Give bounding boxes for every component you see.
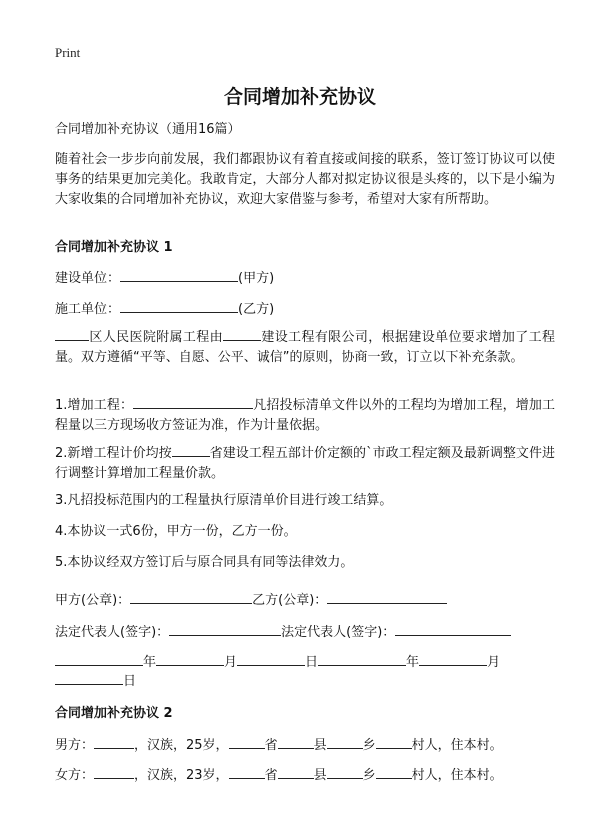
page-title: 合同增加补充协议	[223, 86, 376, 108]
item-4: 4.本协议一式6份，甲方一份，乙方一份。	[55, 524, 297, 539]
item-2	[55, 441, 555, 484]
rep-a-blank[interactable]	[169, 620, 281, 636]
intro-paragraph: 随着社会一步步向前发展，我们都跟协议有着直接或间接的联系，签订签订协议可以使事务的结果更加完美化。我敢肯定，大部分人都对拟定协议很是头疼的，以下是小编为大家收集的合同增加补充协议，欢迎大家借鉴与参考，希望对大家有所帮助。	[55, 152, 555, 207]
item-5: 5.本协议经双方签订后与原合同具有同等法律效力。	[55, 555, 354, 570]
woman-township-label: 乡	[362, 768, 376, 783]
party-a-seal-label: 甲方(公章)：	[55, 593, 131, 608]
item-2-a: 2.新增工程计价均按	[55, 446, 172, 461]
builder-blank[interactable]	[120, 266, 238, 282]
man-village-label: 村人，住本村。	[411, 738, 503, 753]
item-1-a: 1.增加工程：	[55, 398, 134, 413]
item-2-b: 省建设工程五部计价定额的`市政工程定额及最新调整文件进行调整计算增加工程量价款。	[55, 446, 555, 481]
man-township-blank[interactable]	[327, 733, 363, 749]
man-township-label: 乡	[362, 738, 376, 753]
woman-county-label: 县	[313, 768, 327, 783]
year-a-label: 年	[143, 655, 157, 670]
woman-township-blank[interactable]	[327, 763, 363, 779]
man-line	[55, 733, 503, 756]
seal-line	[55, 588, 447, 611]
woman-village-label: 村人，住本村。	[411, 768, 503, 783]
year-a-blank[interactable]	[55, 650, 143, 666]
contractor-party: (乙方)	[238, 302, 275, 317]
rep-b-label: 法定代表人(签字)：	[281, 625, 396, 640]
woman-info: ，汉族，23岁，	[134, 768, 229, 783]
month-a-blank[interactable]	[156, 650, 224, 666]
item-3: 3.凡招投标范围内的工程量执行原清单价目进行竣工结算。	[55, 493, 393, 508]
month-b-label: 月	[487, 655, 501, 670]
woman-village-blank[interactable]	[376, 763, 412, 779]
woman-label: 女方：	[55, 768, 95, 783]
item-1-b: 凡招投标清单文件以外的工程均为增加工程，增加工程量以三方现场收方签证为准，作为计量依据。	[55, 398, 555, 433]
man-province-blank[interactable]	[229, 733, 265, 749]
man-village-blank[interactable]	[376, 733, 412, 749]
man-county-blank[interactable]	[278, 733, 314, 749]
clause-intro-b: 建设工程有限公司，根据建设单位要求增加了工程量。双方遵循“平等、自愿、公平、诚信”的原则，协商一致，订立以下补充条款。	[55, 330, 555, 365]
date-line-2	[55, 669, 136, 692]
woman-line	[55, 763, 503, 786]
party-a-seal-blank[interactable]	[130, 588, 252, 604]
man-label: 男方：	[55, 738, 95, 753]
contractor-label: 施工单位：	[55, 302, 121, 317]
month-b-blank[interactable]	[419, 650, 487, 666]
woman-name-blank[interactable]	[94, 763, 134, 779]
party-b-seal-blank[interactable]	[327, 588, 447, 604]
woman-province-blank[interactable]	[229, 763, 265, 779]
man-name-blank[interactable]	[94, 733, 134, 749]
item-2-blank[interactable]	[172, 441, 210, 457]
rep-a-label: 法定代表人(签字)：	[55, 625, 170, 640]
year-b-blank[interactable]	[318, 650, 406, 666]
day-b-blank[interactable]	[55, 669, 123, 685]
clause-intro	[55, 325, 555, 368]
clause-intro-a: 区人民医院附属工程由	[89, 330, 223, 345]
year-b-label: 年	[406, 655, 420, 670]
day-a-blank[interactable]	[237, 650, 305, 666]
section1-heading: 合同增加补充协议 1	[55, 240, 173, 255]
item-1	[55, 393, 555, 436]
day-a-label: 日	[305, 655, 319, 670]
builder-label: 建设单位：	[55, 271, 121, 286]
month-a-label: 月	[224, 655, 238, 670]
company-blank[interactable]	[223, 325, 261, 341]
man-province-label: 省	[264, 738, 278, 753]
rep-line	[55, 620, 511, 643]
man-info: ，汉族，25岁，	[134, 738, 229, 753]
item-1-blank[interactable]	[133, 393, 253, 409]
district-blank[interactable]	[55, 325, 89, 341]
day-b-label: 日	[123, 674, 137, 689]
man-county-label: 县	[313, 738, 327, 753]
contractor-blank[interactable]	[120, 297, 238, 313]
woman-county-blank[interactable]	[278, 763, 314, 779]
contractor-line	[55, 297, 274, 320]
party-b-seal-label: 乙方(公章)：	[252, 593, 328, 608]
woman-province-label: 省	[264, 768, 278, 783]
rep-b-blank[interactable]	[395, 620, 511, 636]
builder-line	[55, 266, 274, 289]
subtitle: 合同增加补充协议（通用16篇）	[55, 122, 241, 137]
section2-heading: 合同增加补充协议 2	[55, 706, 173, 721]
builder-party: (甲方)	[238, 271, 275, 286]
print-link[interactable]: Print	[55, 45, 81, 60]
